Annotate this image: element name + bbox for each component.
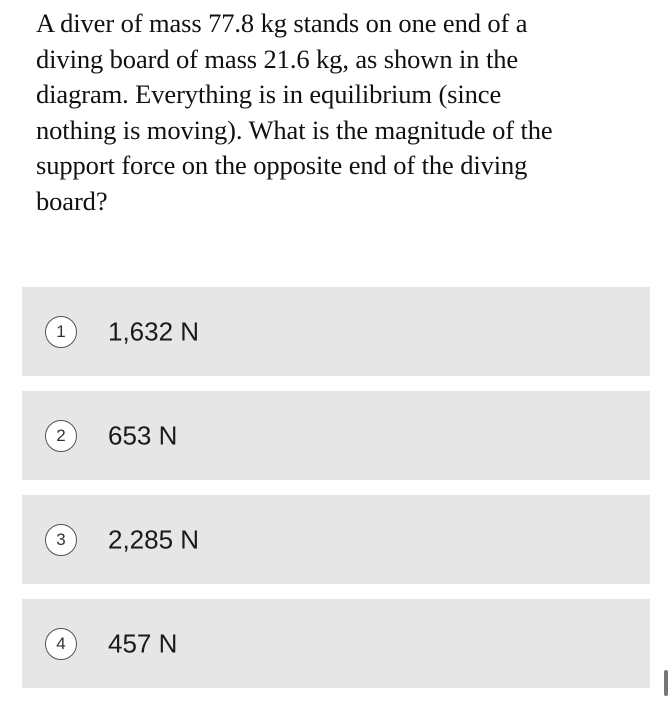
question-line: board? [36,185,108,216]
option-label: 2,285 N [108,524,200,554]
option-label: 457 N [108,628,178,658]
option-number-badge: 1 [45,316,77,348]
answer-option-2[interactable] [22,391,650,480]
question-line: diagram. Everything is in equilibrium (since [36,79,502,109]
option-label: 1,632 N [108,316,200,346]
question-line: nothing is moving). What is the magnitude of the [36,114,553,145]
option-number-badge: 4 [45,628,77,660]
option-label: 653 N [108,420,178,450]
question-line: support force on the opposite end of the diving [36,150,528,180]
question-text [36,6,646,219]
answer-options [22,287,650,703]
answer-option-4[interactable] [22,599,650,688]
question-line: diving board of mass 21.6 kg, as shown in the [36,43,519,74]
question-line: A diver of mass 77.8 kg stands on one end of a [36,8,528,38]
scrollbar-thumb[interactable] [664,670,668,696]
option-number-badge: 3 [45,524,77,556]
option-number-badge: 2 [45,420,77,452]
answer-option-1[interactable] [22,287,650,376]
answer-option-3[interactable] [22,495,650,584]
